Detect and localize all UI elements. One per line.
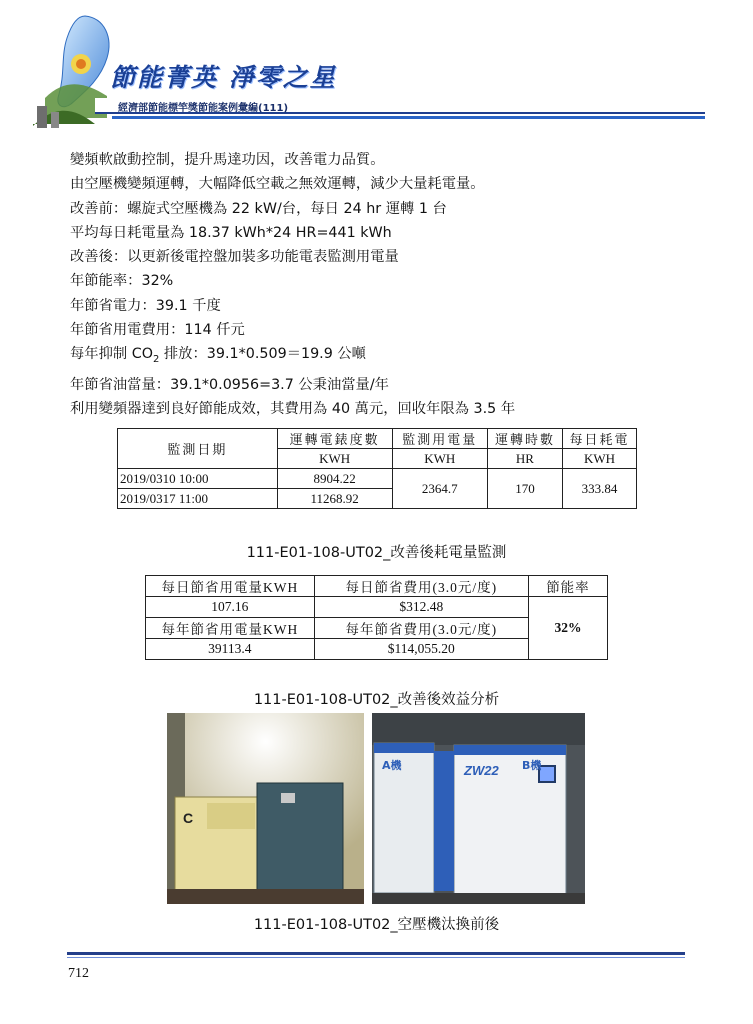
text-line: 由空壓機變頻運轉，大幅降低空載之無效運轉，減少大量耗電量。 (70, 176, 485, 193)
text-line: 年節省電力：39.1 千度 (70, 297, 221, 314)
compressor-a-label: A機 (382, 759, 402, 772)
unit-daily: KWH (563, 449, 637, 469)
co2-line (70, 342, 690, 372)
row2-meter: 11268.92 (277, 489, 392, 509)
text-line: 平均每日耗電量為 18.37 kWh*24 HR=441 kWh (70, 224, 392, 241)
co2-suffix: 排放：39.1*0.509＝19.9 公噸 (159, 346, 366, 363)
header-rate: 節能率 (528, 576, 607, 597)
header-daily-cost: 每日節省費用(3.0元/度) (314, 576, 528, 597)
header-meter: 運轉電錶度數 (277, 429, 392, 449)
page-header (0, 0, 753, 140)
rate-value: 32% (528, 597, 607, 660)
daily-cost-value: $312.48 (314, 597, 528, 618)
text-line: 改善前：螺旋式空壓機為 22 kW/台，每日 24 hr 運轉 1 台 (70, 200, 447, 217)
header-daily-kwh: 每日節省用電量KWH (146, 576, 315, 597)
daily-value: 333.84 (563, 469, 637, 509)
new-compressor-photo (372, 713, 585, 904)
text-line: 年節省油當量：39.1*0.0956=3.7 公秉油當量/年 (70, 376, 389, 393)
year-cost-value: $114,055.20 (314, 639, 528, 660)
caption-photos: 111-E01-108-UT02_空壓機汰換前後 (253, 917, 500, 933)
hours-value: 170 (487, 469, 562, 509)
table-row (118, 469, 637, 489)
header-daily: 每日耗電 (563, 429, 637, 449)
monitor-table (117, 428, 637, 509)
header-usage: 監測用電量 (392, 429, 487, 449)
text-line: 年節能率：32% (70, 273, 174, 290)
text-line: 利用變頻器達到良好節能成效，其費用為 40 萬元，回收年限為 3.5 年 (70, 400, 516, 417)
daily-kwh-value: 107.16 (146, 597, 315, 618)
compressor-brand-label: ZW22 (464, 763, 499, 778)
new-compressor-illustration (372, 713, 585, 904)
caption-saving: 111-E01-108-UT02_改善後效益分析 (253, 692, 500, 708)
unit-hours: HR (487, 449, 562, 469)
compressor-b-label: B機 (522, 759, 542, 772)
header-hours: 運轉時數 (487, 429, 562, 449)
row2-date: 2019/0317 11:00 (118, 489, 278, 509)
old-compressor-illustration (167, 713, 364, 904)
row1-date: 2019/0310 10:00 (118, 469, 278, 489)
text-line: 變頻軟啟動控制，提升馬達功因，改善電力品質。 (70, 152, 385, 168)
text-line: 改善後：以更新後電控盤加裝多功能電表監測用電量 (70, 249, 399, 266)
compressor-c-label: C (183, 810, 194, 826)
old-compressor-photo (167, 713, 364, 904)
row1-meter: 8904.22 (277, 469, 392, 489)
usage-value: 2364.7 (392, 469, 487, 509)
caption-monitor: 111-E01-108-UT02_改善後耗電量監測 (246, 545, 507, 561)
unit-meter: KWH (277, 449, 392, 469)
header-year-kwh: 每年節省用電量KWH (146, 618, 315, 639)
page-number: 712 (68, 966, 89, 981)
footer-divider-thin (67, 957, 685, 958)
co2-prefix: 每年抑制 CO (70, 346, 153, 363)
unit-usage: KWH (392, 449, 487, 469)
saving-table (145, 575, 608, 660)
year-kwh-value: 39113.4 (146, 639, 315, 660)
header-subtitle: 經濟部節能標竿獎節能案例彙編(111) (118, 103, 289, 114)
header-year-cost: 每年節省費用(3.0元/度) (314, 618, 528, 639)
header-date: 監測日期 (118, 429, 278, 469)
footer-divider (67, 952, 685, 955)
text-line: 年節省用電費用：114 仟元 (70, 322, 245, 339)
header-divider (112, 116, 705, 119)
body-text (70, 148, 690, 421)
co2-subscript: 2 (152, 354, 160, 366)
header-title: 節能菁英 淨零之星 (110, 63, 337, 92)
